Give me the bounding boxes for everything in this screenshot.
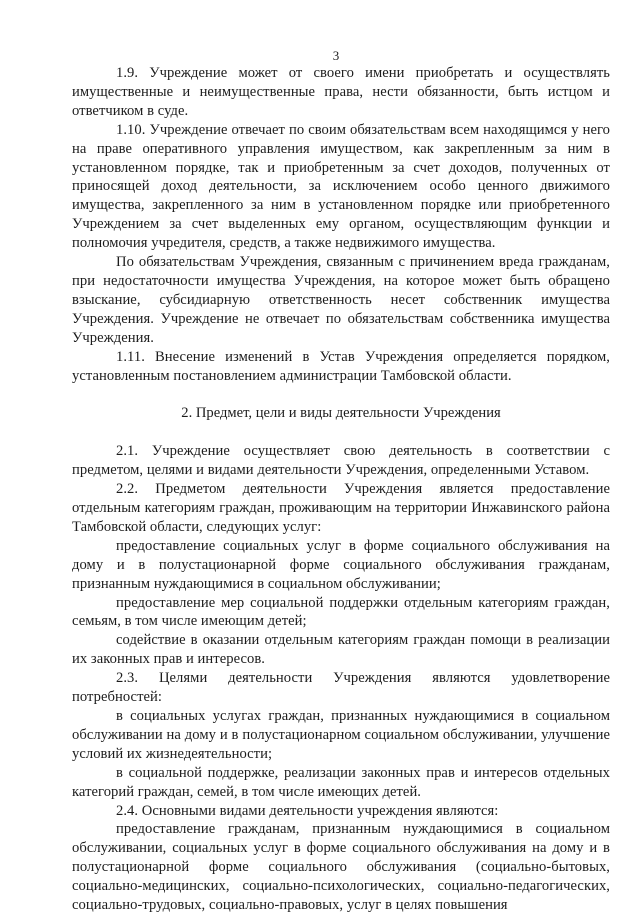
paragraph-2-4: 2.4. Основными видами деятельности учреждения являются: [116,802,499,819]
paragraph-goal-services: в социальных услугах граждан, признанных нуждающимися в социальном обслуживании на дому и в полустационарном социальном обслуживании, улучшение условий их жизнедеятельности; [72,708,610,762]
paragraph-1-10: 1.10. Учреждение отвечает по своим обязательствам всем находящимся у него на праве оперативного управления имуществом, как закрепленным за ним в установленном порядке, так и приобретенным за счет доходов, полученных от приносящей доход деятельности, за исключением особо ценного движимого имущества, закрепленного за ним в установленном порядке или приобретенного Учреждением за счет выделенных ему органом, осуществляющим функции и полномочия учредителя, средств, а также недвижимого имущества. [72,121,610,252]
paragraph-1-9: 1.9. Учреждение может от своего имени приобретать и осуществлять имущественные и неимущественные права, нести обязанности, быть истцом и ответчиком в суде. [72,65,610,119]
paragraph-2-1: 2.1. Учреждение осуществляет свою деятельность в соответствии с предметом, целями и видами деятельности Учреждения, определенными Уставом. [72,443,610,479]
document-body [72,64,610,915]
paragraph-service-social: предоставление социальных услуг в форме социального обслуживания на дому и в полустационарной форме социального обслуживания гражданам, признанным нуждающимися в социальном обслуживании; [72,537,610,592]
document-page [72,0,610,915]
section-heading: 2. Предмет, цели и виды деятельности Учреждения [181,405,501,422]
paragraph-service-assistance: содействие в оказании отдельным категориям граждан помощи в реализации их законных прав и интересов. [72,632,610,668]
paragraph-1-11: 1.11. Внесение изменений в Устав Учреждения определяется порядком, установленным постановлением администрации Тамбовской области. [72,348,610,384]
page-number: 3 [332,48,340,63]
paragraph-goal-support: в социальной поддержке, реализации законных прав и интересов отдельных категорий граждан, семей, в том числе имеющих детей. [72,764,610,800]
paragraph-activity-services: предоставление гражданам, признанным нуждающимися в социальном обслуживании, социальных услуг в форме социального обслуживания на дому и в полустационарной форме социального обслуживания (социально-бытовых, социально-медицинских, социально-психологических, социально-педагогических, социально-трудовых, социально-правовых, услуг в целях повышения [72,821,610,914]
paragraph-2-3: 2.3. Целями деятельности Учреждения являются удовлетворение потребностей: [72,670,610,706]
paragraph-2-2: 2.2. Предметом деятельности Учреждения является предоставление отдельным категориям граждан, проживающим на территории Инжавинского района Тамбовской области, следующих услуг: [72,481,610,535]
paragraph-service-support: предоставление мер социальной поддержки отдельным категориям граждан, семьям, в том числе имеющим детей; [72,594,610,630]
paragraph-liability: По обязательствам Учреждения, связанным с причинением вреда гражданам, при недостаточности имущества Учреждения, на которое может быть обращено взыскание, субсидиарную ответственность несет собственник имущества Учреждения. Учреждение не отвечает по обязательствам собственника имущества Учреждения. [72,254,610,346]
